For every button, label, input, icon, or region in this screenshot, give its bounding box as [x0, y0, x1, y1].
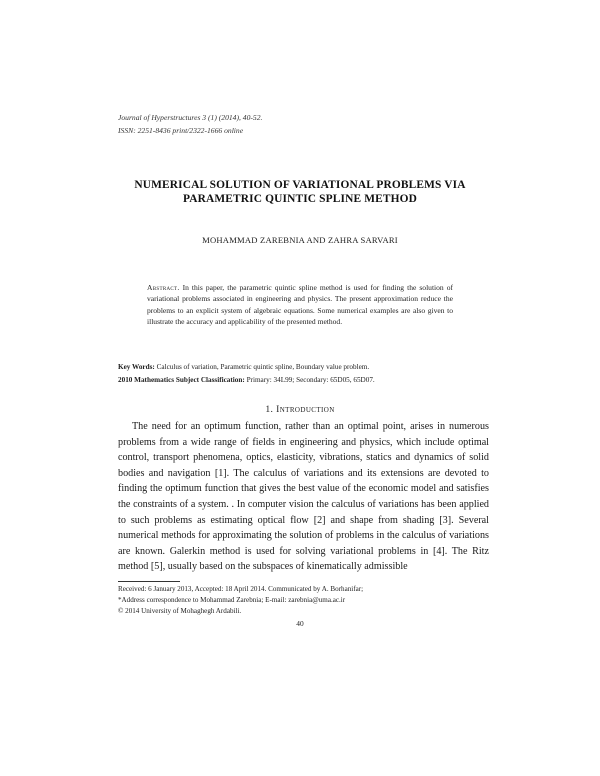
issn-line: ISSN: 2251-8436 print/2322-1666 online: [118, 126, 244, 135]
journal-citation: Journal of Hyperstructures 3 (1) (2014), 40-52.: [118, 113, 263, 122]
msc-label: 2010 Mathematics Subject Classification:: [118, 376, 245, 384]
footnote-received: Received: 6 January 2013, Accepted: 18 April 2014. Communicated by A. Borhanifar;: [118, 585, 364, 593]
author-list: MOHAMMAD ZAREBNIA AND ZAHRA SARVARI: [202, 235, 398, 245]
abstract: [147, 282, 453, 328]
keywords-text: Calculus of variation, Parametric quintic spline, Boundary value problem.: [156, 363, 370, 371]
abstract-text: In this paper, the parametric quintic spline method is used for finding the solution of variational problems associated in engineering and physics. The present approximation reduce the problems to an explicit system of algebraic equations. Some numerical examples are also given to illustrate the accuracy and applicability of the presented method.: [147, 283, 453, 327]
msc-text: Primary: 34L99; Secondary: 65D05, 65D07.: [246, 376, 375, 384]
footnote-divider: [118, 581, 180, 582]
keywords: [118, 363, 490, 371]
footnote-copyright: © 2014 University of Mohaghegh Ardabili.: [118, 607, 242, 615]
body-paragraph: The need for an optimum function, rather than an optimal point, arises in numerous problems from a wide range of fields in engineering and physics, which include optimal control, transport phenomena, optics, elasticity, vibrations, statics and dynamics of solid bodies and navigation [1]. The calculus of variations and its extensions are devoted to finding the optimum function that gives the best value of the economic model and satisfies the constraints of a system. . In computer vision the calculus of variations has been applied to such problems as estimating optical flow [2] and shape from shading [3]. Several numerical methods for approximating the solution of problems in the calculus of variations are known. Galerkin method is used for solving variational problems in [4]. The Ritz method [5], usually based on the subspaces of kinematically admissible: [118, 421, 489, 573]
section-heading: [100, 404, 500, 415]
keywords-label: Key Words:: [118, 363, 155, 371]
abstract-heading: Abstract.: [147, 283, 180, 292]
section-title: Introduction: [276, 404, 335, 415]
subject-classification: [118, 376, 490, 384]
paper-title: NUMERICAL SOLUTION OF VARIATIONAL PROBLEMS VIA PARAMETRIC QUINTIC SPLINE METHOD: [134, 179, 466, 205]
page-number: 40: [296, 619, 304, 628]
footnote-correspondence: *Address correspondence to Mohammad Zarebnia; E-mail: zarebnia@uma.ac.ir: [118, 596, 346, 604]
section-number: 1.: [265, 404, 274, 415]
